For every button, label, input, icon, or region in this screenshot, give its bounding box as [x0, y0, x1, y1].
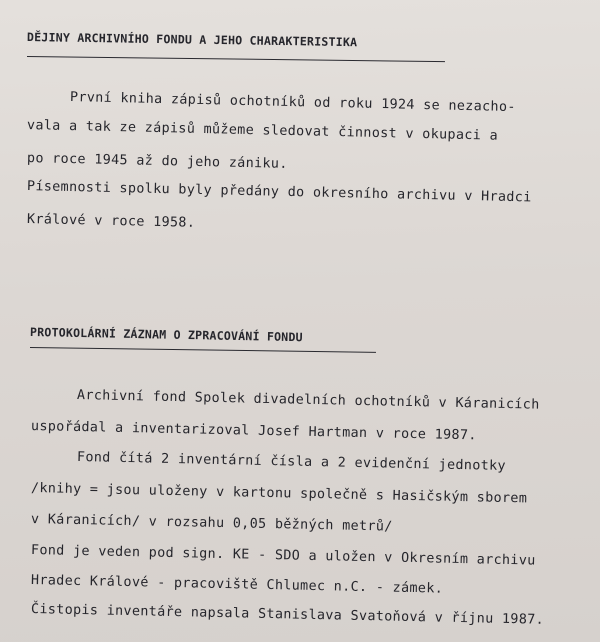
heading-underline [27, 56, 445, 62]
paragraph-line: Čistopis inventáře napsala Stanislava Svatoňová v říjnu 1987. [30, 602, 545, 628]
paragraph-line: Fond čítá 2 inventární čísla a 2 evidenční jednotky [76, 450, 507, 474]
section-heading-protocol: PROTOKOLÁRNÍ ZÁZNAM O ZPRACOVÁNÍ FONDU [29, 325, 303, 345]
paragraph-line: vala a tak ze zápisů můžeme sledovat činnost v okupaci a [26, 118, 499, 144]
paragraph-line: Archivní fond Spolek divadelních ochotníků v Káranicích [76, 388, 540, 413]
section-heading-history: DĚJINY ARCHIVNÍHO FONDU A JEHO CHARAKTERISTIKA [26, 30, 358, 50]
paragraph-line: uspořádal a inventarizoval Josef Hartman v roce 1987. [30, 419, 477, 444]
paragraph-line: Hradec Králové - pracoviště Chlumec n.C. - zámek. [30, 573, 444, 597]
paragraph-line: Králové v roce 1958. [26, 212, 196, 231]
paragraph-line: Fond je veden pod sign. KE - SDO a uložen v Okresním archivu [30, 543, 536, 569]
heading-underline [30, 347, 376, 353]
paragraph-line: v Káranicích/ v rozsahu 0,05 běžných metrů/ [30, 512, 393, 535]
paragraph-line: /knihy = jsou uloženy v kartonu společně s Hasičským sborem [30, 481, 528, 507]
paragraph-line: Písemnosti spolku byly předány do okresního archivu v Hradci [26, 179, 532, 206]
paragraph-line: První kniha zápisů ochotníků od roku 1924 se nezacho- [69, 90, 516, 116]
paragraph-line: po roce 1945 až do jeho zániku. [26, 151, 288, 172]
